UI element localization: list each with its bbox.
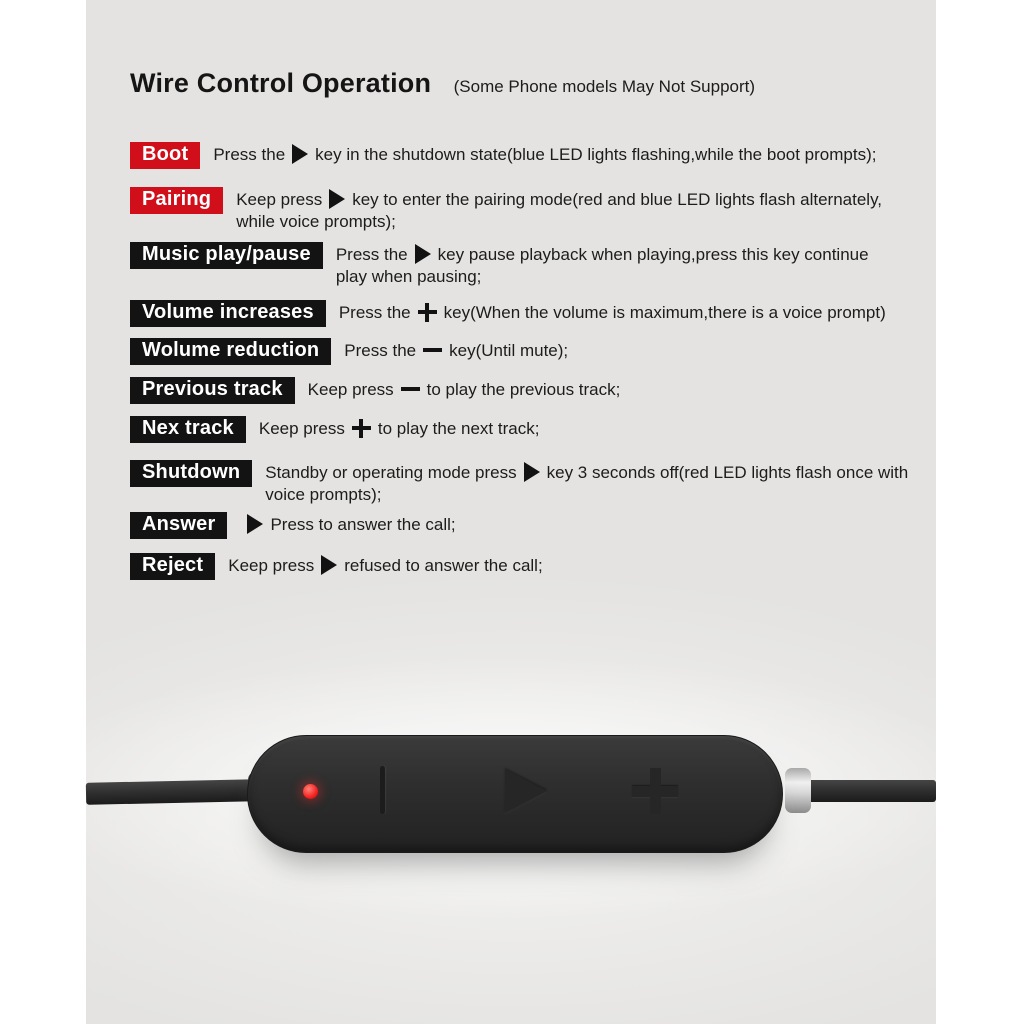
instruction-row-volume-reduction: [130, 338, 568, 365]
instruction-row-answer: [130, 512, 456, 539]
row-text: [228, 555, 542, 577]
minus-bar-icon: [380, 766, 385, 814]
row-text-post: to play the previous track;: [426, 380, 621, 399]
row-text-post: key(When the volume is maximum,there is a voice prompt): [443, 303, 886, 322]
row-text: [265, 462, 927, 506]
play-icon: [524, 462, 540, 482]
badge-volume-reduction: Wolume reduction: [130, 338, 331, 365]
badge-volume-increases: Volume increases: [130, 300, 326, 327]
cable-left: [86, 779, 258, 805]
instruction-row-pairing: [130, 187, 891, 233]
row-text: [240, 514, 455, 536]
plus-icon: [632, 768, 678, 814]
row-text-post: refused to answer the call;: [344, 556, 543, 575]
badge-next-track: Nex track: [130, 416, 246, 443]
page-header: [130, 68, 755, 99]
row-text-pre: Keep press: [228, 556, 315, 575]
row-text-post: key 3 seconds off(red LED lights flash once with voice prompts);: [265, 463, 909, 504]
row-text-pre: Keep press: [258, 419, 345, 438]
instruction-row-volume-increases: [130, 300, 886, 327]
minus-icon: [423, 348, 442, 352]
plus-icon: [352, 419, 371, 438]
badge-music-play-pause: Music play/pause: [130, 242, 323, 269]
row-text-pre: Standby or operating mode press: [265, 463, 517, 482]
badge-previous-track: Previous track: [130, 377, 295, 404]
row-text: [336, 244, 884, 288]
play-icon: [292, 144, 308, 164]
row-text-pre: Press the: [338, 303, 411, 322]
row-text: [344, 340, 568, 362]
play-icon: [329, 189, 345, 209]
instruction-row-shutdown: [130, 460, 927, 506]
infographic-panel: [86, 0, 936, 1024]
page-subtitle: (Some Phone models May Not Support): [453, 77, 756, 96]
badge-answer: Answer: [130, 512, 227, 539]
instruction-row-reject: [130, 553, 543, 580]
row-text: [236, 189, 891, 233]
play-icon: [505, 769, 547, 813]
row-text-pre: Press the: [335, 245, 408, 264]
row-text-pre: Keep press: [307, 380, 394, 399]
play-icon: [415, 244, 431, 264]
row-text: [308, 379, 621, 401]
row-text-post: key to enter the pairing mode(red and blue LED lights flash alternately, while voice prompts);: [236, 190, 883, 231]
row-text-pre: Keep press: [236, 190, 323, 209]
row-text: [259, 418, 540, 440]
row-text-post: key pause playback when playing,press this key continue play when pausing;: [335, 245, 869, 286]
plus-icon: [418, 303, 437, 322]
cable-strain-relief-right: [785, 768, 811, 813]
badge-shutdown: Shutdown: [130, 460, 252, 487]
badge-reject: Reject: [130, 553, 215, 580]
row-text-post: to play the next track;: [377, 419, 540, 438]
instruction-row-next-track: [130, 416, 539, 443]
cable-right: [806, 780, 936, 802]
row-text-pre: Press the: [213, 145, 286, 164]
instruction-row-music-play-pause: [130, 242, 884, 288]
badge-boot: Boot: [130, 142, 200, 169]
page-title: Wire Control Operation: [130, 68, 432, 98]
minus-icon: [401, 387, 420, 391]
remote-control-body: [247, 735, 783, 853]
instruction-row-boot: [130, 142, 876, 169]
row-text-pre: Press the: [344, 341, 417, 360]
badge-pairing: Pairing: [130, 187, 223, 214]
row-text: [339, 302, 886, 324]
cable-strain-relief-left: [248, 771, 284, 812]
play-icon: [247, 514, 263, 534]
row-text-post: key(Until mute);: [449, 341, 569, 360]
red-led-indicator: [303, 784, 318, 799]
row-text-post: Press to answer the call;: [270, 515, 456, 534]
play-icon: [321, 555, 337, 575]
row-text: [213, 144, 876, 166]
row-text-post: key in the shutdown state(blue LED lights flashing,while the boot prompts);: [315, 145, 877, 164]
instruction-row-previous-track: [130, 377, 620, 404]
